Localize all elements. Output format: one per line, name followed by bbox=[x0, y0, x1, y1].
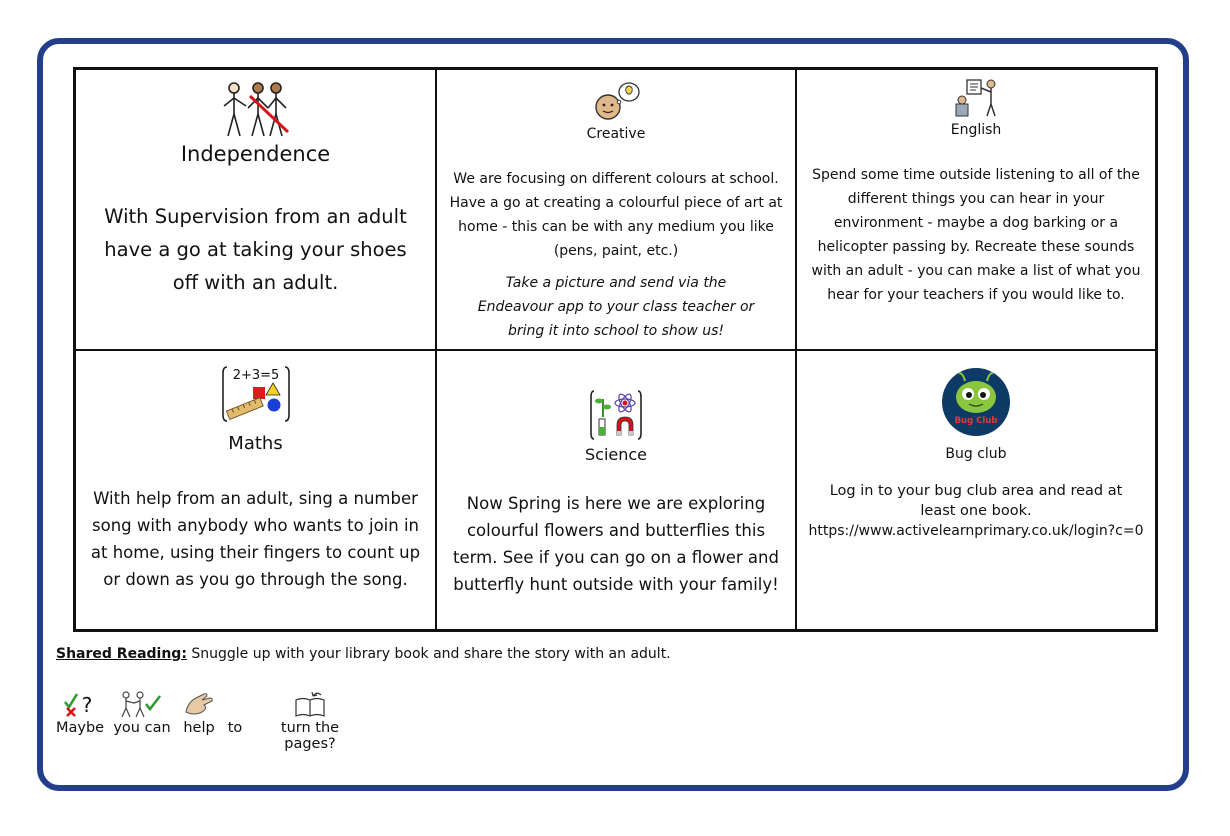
english-body: Spend some time outside listening to all of the different things you can hear in your environment - maybe a dog barking or a helicopter passing by. Recreate these sounds with an adult - you can make a list of what you hear for your teachers if you would like to. bbox=[811, 167, 1141, 303]
symbol-you-can-label: you can bbox=[113, 720, 171, 736]
english-title: English bbox=[950, 122, 1002, 138]
book-turn-page-icon bbox=[293, 690, 327, 718]
cell-maths bbox=[76, 351, 437, 629]
cell-english bbox=[797, 70, 1155, 351]
maybe-icon bbox=[61, 690, 97, 718]
symbol-maybe-label: Maybe bbox=[56, 720, 105, 736]
symbol-to-label: to bbox=[227, 720, 243, 736]
shared-reading-label: Shared Reading: bbox=[56, 646, 187, 662]
creative-body: We are focusing on different colours at school. Have a go at creating a colourful piece of art at home - this can be with any medium you like (pens, paint, etc.) bbox=[449, 171, 783, 259]
symbol-help bbox=[181, 690, 217, 736]
symbol-turn-pages bbox=[254, 690, 366, 752]
independence-title: Independence bbox=[180, 142, 331, 166]
shared-reading bbox=[56, 646, 671, 662]
activity-grid bbox=[73, 67, 1158, 632]
cell-bugclub bbox=[797, 351, 1155, 629]
independence-people-icon bbox=[76, 80, 435, 138]
bugclub-title: Bug club bbox=[945, 446, 1007, 462]
cell-science bbox=[437, 351, 797, 629]
symbol-you-can bbox=[113, 690, 171, 736]
creative-note: Take a picture and send via the Endeavour app to your class teacher or bring it into school to show us! bbox=[477, 275, 755, 339]
symbol-maybe bbox=[56, 690, 105, 736]
shared-reading-text: Snuggle up with your library book and share the story with an adult. bbox=[191, 646, 671, 662]
science-icon bbox=[437, 387, 795, 443]
maths-icon-equation: 2+3=5 bbox=[232, 368, 279, 383]
bugclub-body bbox=[797, 481, 1155, 541]
creative-title: Creative bbox=[586, 126, 646, 142]
bugclub-body-line1: Log in to your bug club area and read at bbox=[829, 483, 1123, 499]
bugclub-link[interactable]: https://www.activelearnprimary.co.uk/login?c=0 bbox=[808, 523, 1144, 539]
help-hand-icon bbox=[182, 690, 216, 718]
bugclub-body-line2: least one book. bbox=[920, 503, 1032, 519]
you-can-icon bbox=[120, 690, 164, 718]
english-teacher-icon bbox=[797, 78, 1155, 118]
science-title: Science bbox=[584, 445, 648, 464]
symbol-to bbox=[224, 690, 246, 736]
symbol-help-label: help bbox=[183, 720, 215, 736]
bugclub-logo bbox=[797, 367, 1155, 437]
symbol-turn-pages-label: turn the pages? bbox=[280, 720, 340, 752]
cell-independence bbox=[76, 70, 437, 351]
cell-creative bbox=[437, 70, 797, 351]
bugclub-logo-text: Bug Club bbox=[954, 416, 998, 426]
creative-idea-icon bbox=[437, 80, 795, 124]
maths-shapes-icon bbox=[76, 365, 435, 423]
svg-text:?: ? bbox=[81, 693, 93, 717]
independence-body: With Supervision from an adult have a go at taking your shoes off with an adult. bbox=[104, 205, 407, 294]
maths-body: With help from an adult, sing a number song with anybody who wants to join in at home, using their fingers to count up or down as you go through the song. bbox=[90, 489, 421, 589]
maths-title: Maths bbox=[228, 433, 283, 454]
science-body: Now Spring is here we are exploring colourful flowers and butterflies this term. See if you can go on a flower and butterfly hunt outside with your family! bbox=[453, 494, 779, 594]
